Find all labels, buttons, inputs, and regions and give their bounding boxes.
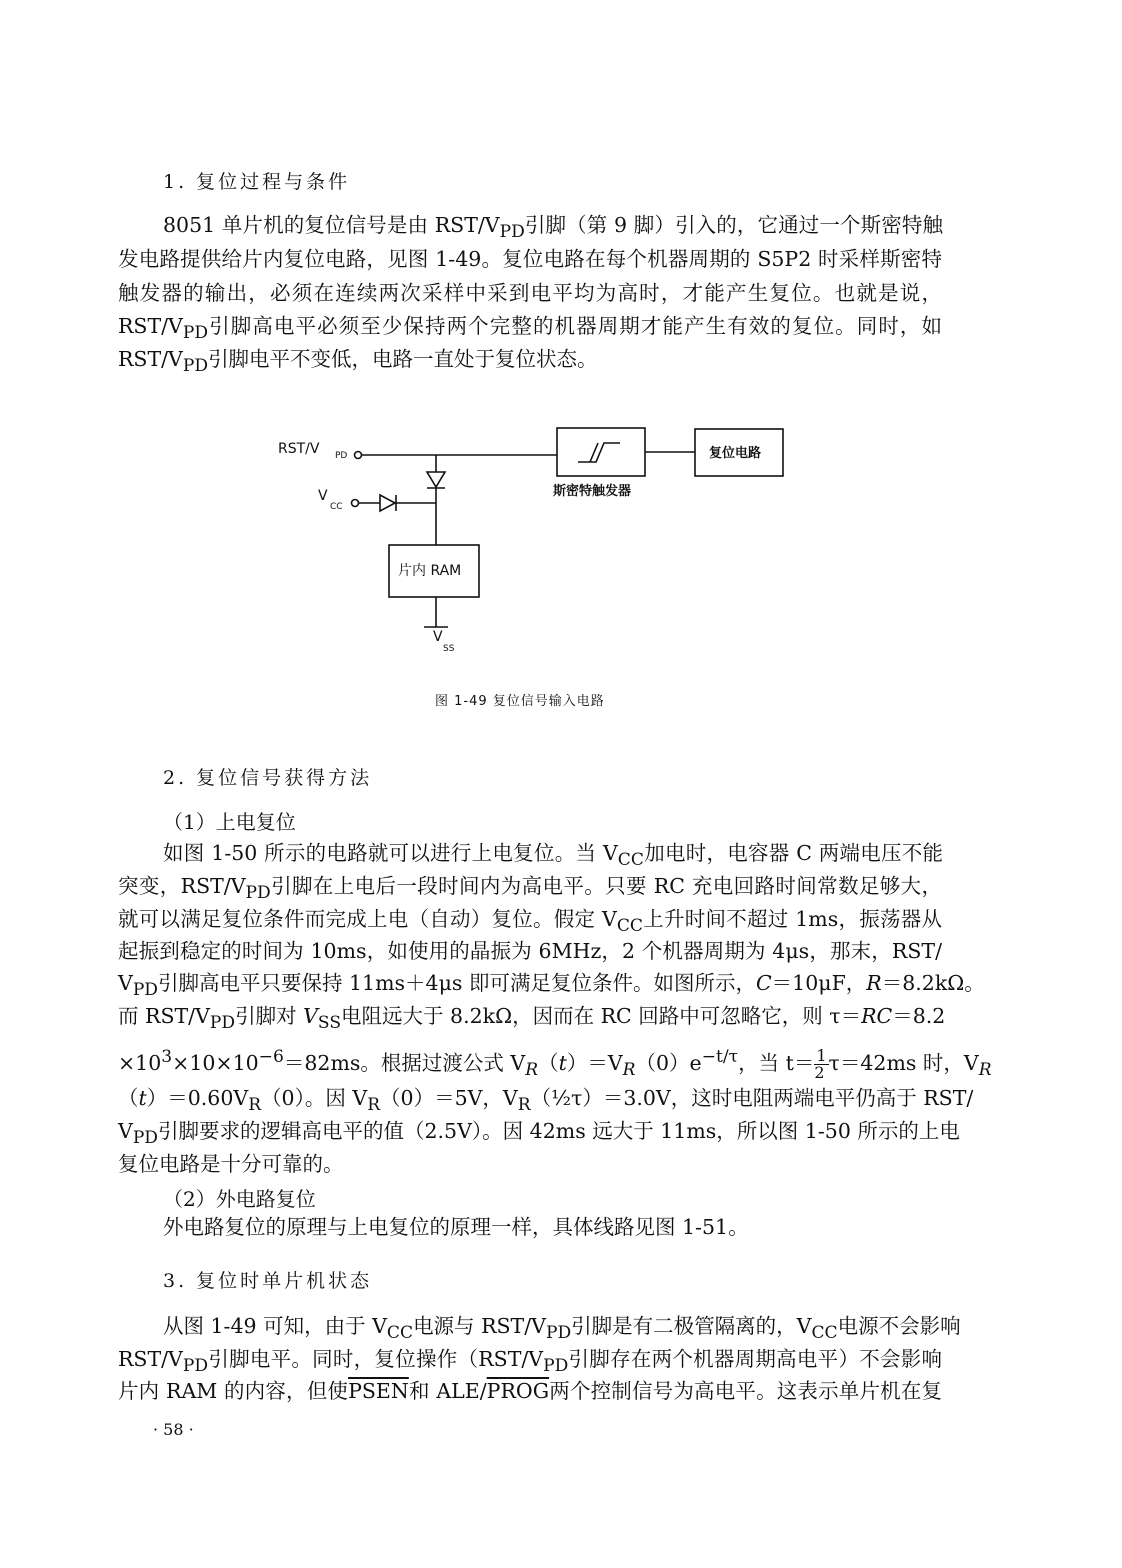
diode-rst (427, 472, 445, 487)
rst-terminal (355, 452, 362, 459)
paragraph-line: 就可以满足复位条件而完成上电（自动）复位。假定 $V_{CC}$上升时间不超过 1ms，振荡器从 (118, 907, 942, 937)
paragraph-line: $V_{PD}$引脚要求的逻辑高电平的值（2.5V）。因 42ms 远大于 11ms，所以图 1-50 所示的上电 (118, 1119, 960, 1149)
paragraph-line: 起振到稳定的时间为 10ms，如使用的晶振为 6MHz，2 个机器周期为 4μs，那末，RST/ (118, 939, 942, 963)
vcc-terminal (352, 500, 359, 507)
section-3-heading: 3. 复位时单片机状态 (163, 1270, 373, 1292)
subheading-external-reset: （2）外电路复位 (163, 1187, 316, 1211)
reset-input-circuit-diagram (270, 420, 810, 660)
ram-label: 片内 RAM (398, 563, 462, 579)
paragraph-line: 发电路提供给片内复位电路，见图 1-49。复位电路在每个机器周期的 S5P2 时采样斯密特 (118, 247, 942, 271)
paragraph-line: $\times 10^3\times 10\times 10^{-6}=82ms$。根据过渡公式 $V_R(t)=V_R(0)e^{-t/\tau}$，当 t＝ $\frac{1}{2}$ τ＝42ms 时，$V_R$ (118, 1045, 992, 1082)
section-2-heading: 2. 复位信号获得方法 (163, 767, 373, 789)
vcc-label-sub: CC (330, 502, 343, 512)
paragraph-line: $V_{PD}$引脚高电平只要保持 11ms＋4μs 即可满足复位条件。如图所示，C＝10μF，R＝8.2kΩ。 (118, 971, 985, 1001)
paragraph-line: 而 RST/$V_{PD}$引脚对 $V_{SS}$电阻远大于 8.2kΩ，因而在 RC 回路中可忽略它，则 τ＝RC＝8.2 (118, 1004, 946, 1034)
figure-caption: 图 1-49 复位信号输入电路 (435, 694, 605, 709)
paragraph-line: 8051 单片机的复位信号是由 RST/$V_{PD}$引脚（第 9 脚）引入的，它通过一个斯密特触 (163, 213, 943, 243)
rst-label: RST/V (278, 441, 320, 457)
schmitt-label: 斯密特触发器 (553, 484, 632, 499)
paragraph-line: 突变，RST/$V_{PD}$引脚在上电后一段时间内为高电平。只要 RC 充电回路时间常数足够大， (118, 874, 942, 904)
paragraph-line: 从图 1-49 可知，由于 $V_{CC}$电源与 RST/$V_{PD}$引脚是有二极管隔离的，$V_{CC}$电源不会影响 (163, 1314, 961, 1344)
subheading-power-on-reset: （1）上电复位 (163, 810, 296, 834)
paragraph-line: RST/$V_{PD}$引脚高电平必须至少保持两个完整的机器周期才能产生有效的复位。同时，如 (118, 314, 942, 344)
vss-label: V (433, 629, 443, 645)
paragraph-line: 复位电路是十分可靠的。 (118, 1152, 344, 1176)
vcc-label: V (318, 488, 328, 504)
section-1-heading: 1. 复位过程与条件 (163, 171, 351, 193)
paragraph-line: 如图 1-50 所示的电路就可以进行上电复位。当 $V_{CC}$加电时，电容器 C 两端电压不能 (163, 841, 943, 871)
paragraph-line: 触发器的输出，必须在连续两次采样中采到电平均为高时，才能产生复位。也就是说， (118, 281, 942, 305)
paragraph-line: RST/$V_{PD}$引脚电平不变低，电路一直处于复位状态。 (118, 347, 598, 377)
paragraph-line: 片内 RAM 的内容，但使PSEN和 ALE/PROG两个控制信号为高电平。这表示单片机在复 (118, 1379, 943, 1403)
paragraph-line: 外电路复位的原理与上电复位的原理一样，具体线路见图 1-51。 (163, 1215, 749, 1239)
reset-circuit-label: 复位电路 (709, 446, 762, 461)
diode-vcc (380, 495, 395, 511)
page-number: · 58 · (153, 1420, 194, 1439)
paragraph-line: $(t)=0.60V_R(0)$。因 $V_R(0)=5V$，$V_R(\frac{1}{2}\tau)=3.0V$，这时电阻两端电平仍高于 RST/ (118, 1086, 974, 1116)
rst-label-sub: PD (335, 451, 348, 461)
vss-label-sub: SS (443, 644, 455, 654)
paragraph-line: RST/$V_{PD}$引脚电平。同时，复位操作（$RST/V_{PD}$引脚存在两个机器周期高电平）不会影响 (118, 1347, 942, 1377)
